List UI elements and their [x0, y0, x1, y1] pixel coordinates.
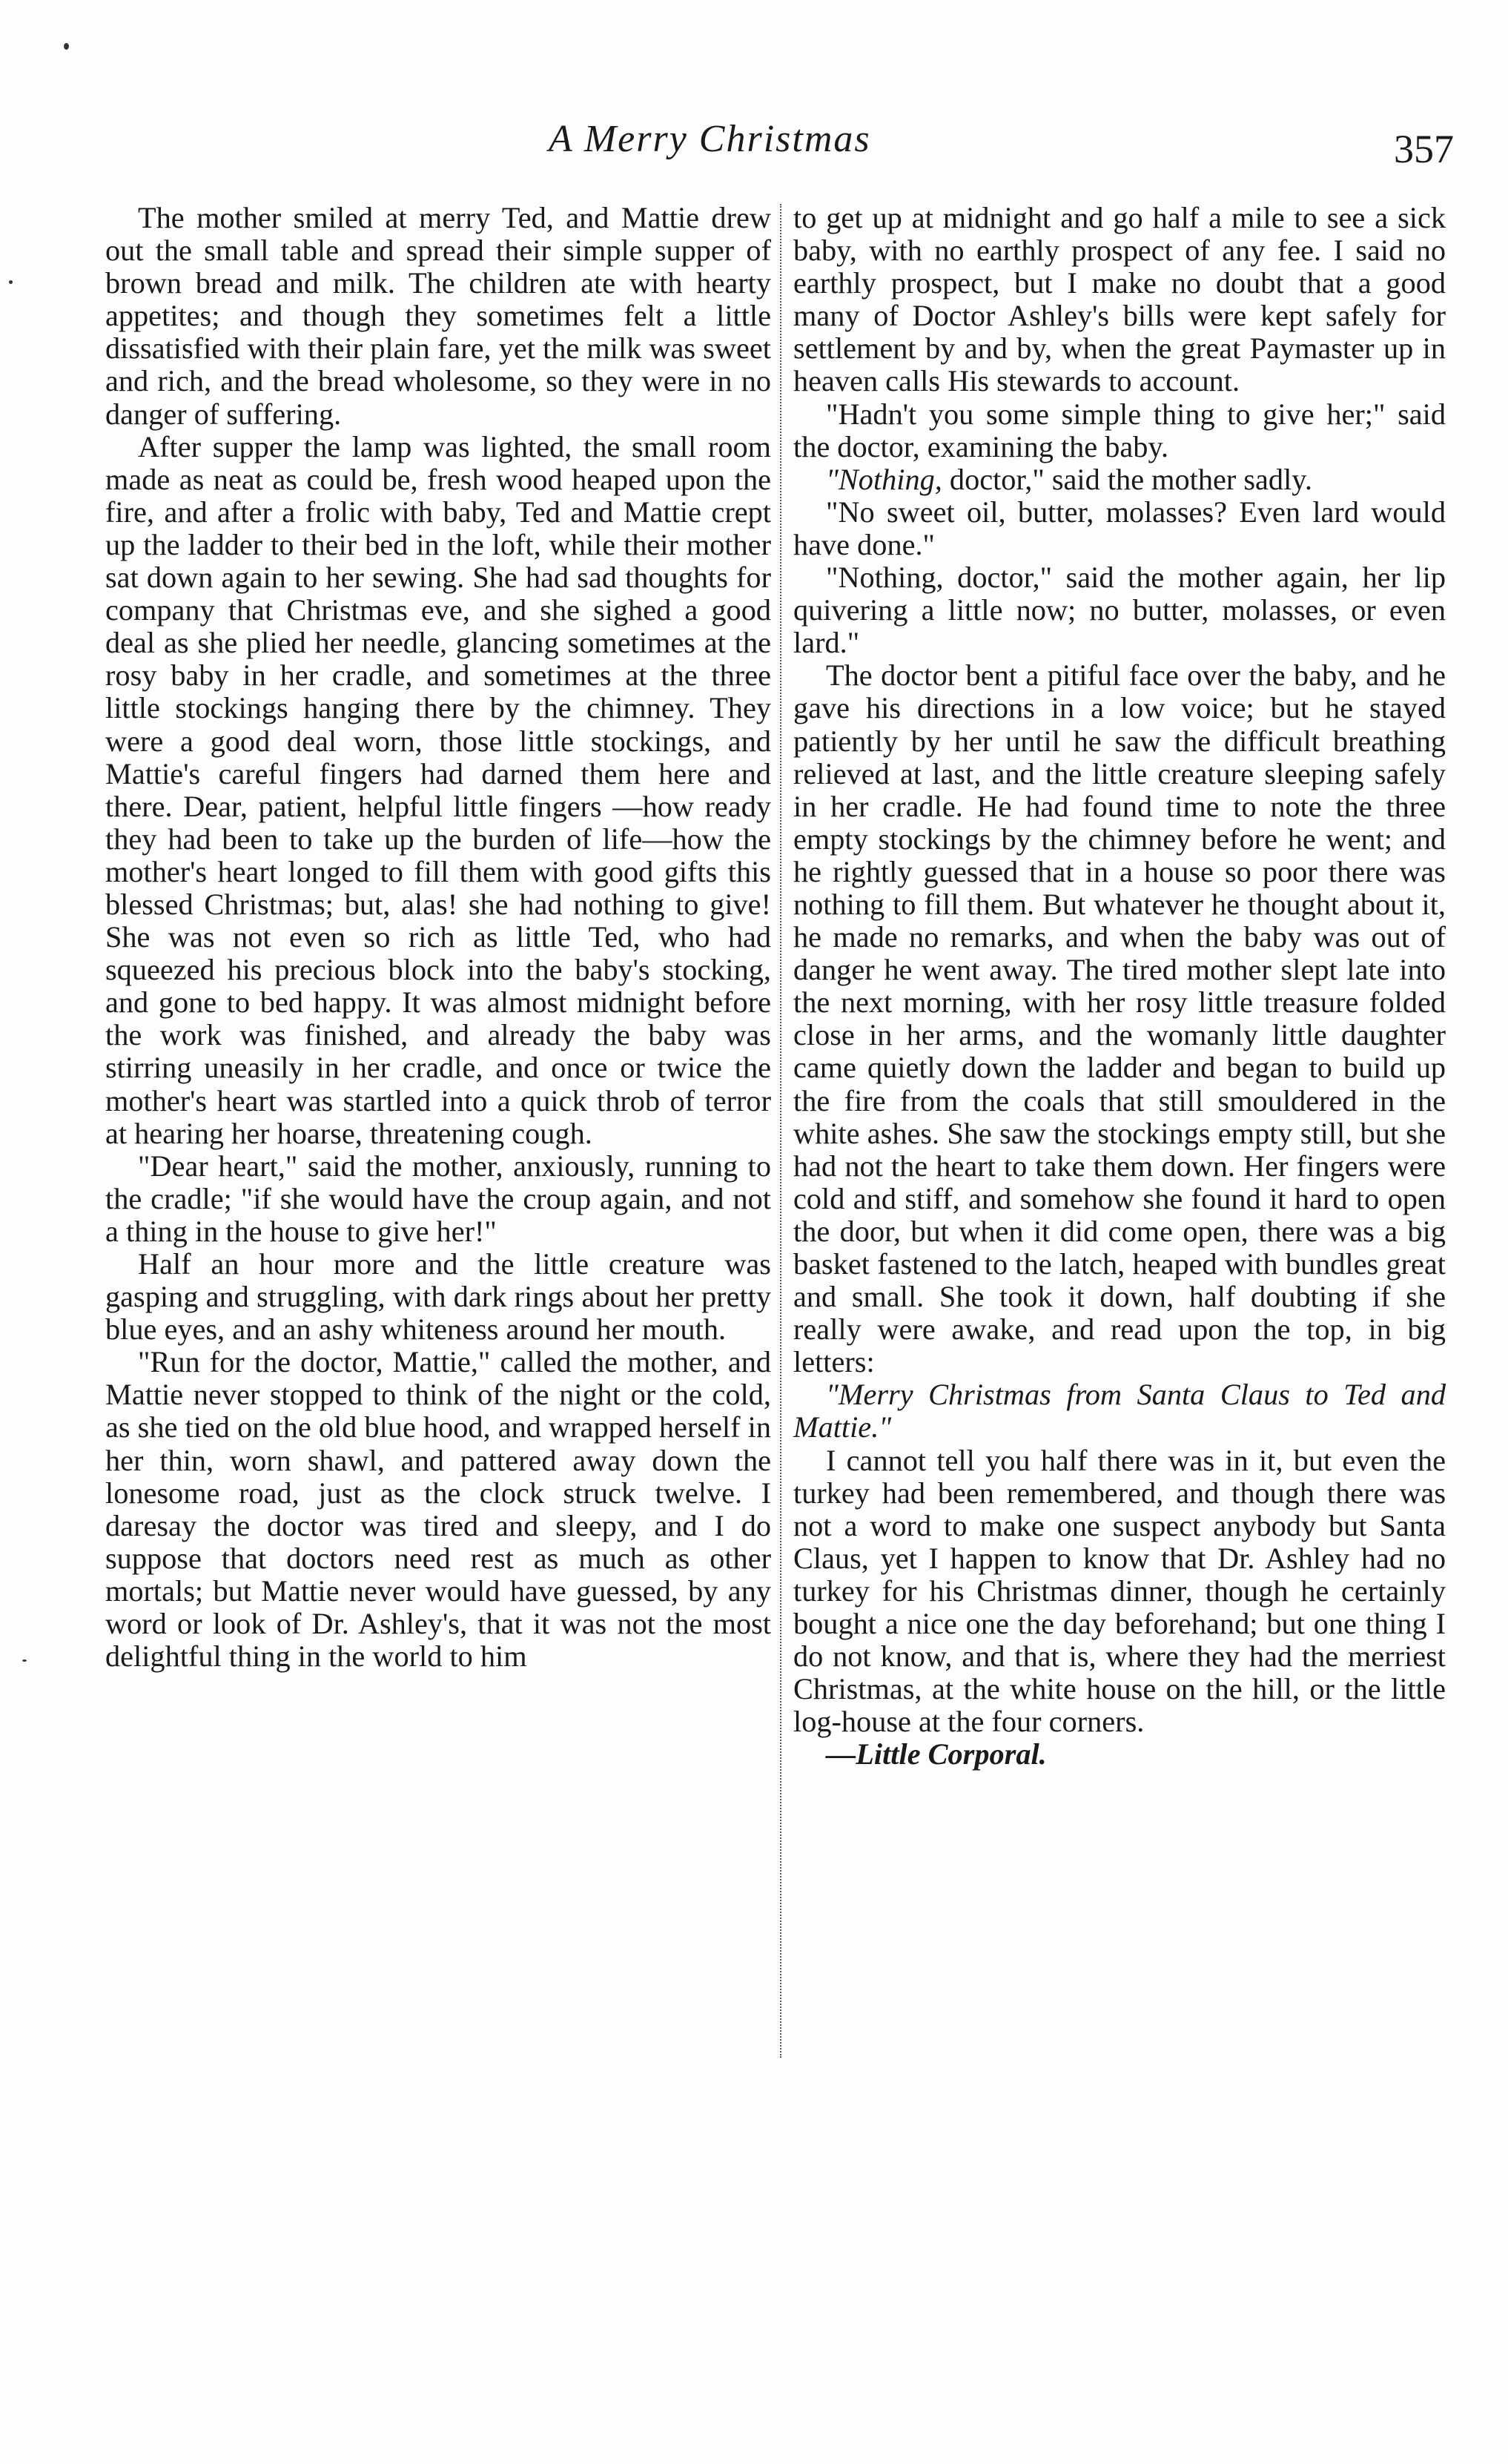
paragraph: "Nothing, doctor," said the mother again, her lip quivering a little now; no butter, molasses, or even lard.": [793, 561, 1446, 660]
column-divider: [780, 204, 781, 2058]
running-title: A Merry Christmas: [549, 118, 871, 160]
paragraph: "No sweet oil, butter, molasses? Even lard would have done.": [793, 495, 1446, 561]
paragraph: After supper the lamp was lighted, the small room made as neat as could be, fresh wood heaped upon the fire, and after a frolic with baby, Ted and Mattie crept up the ladder to their bed in the loft, while their mother sat down again to her sewing. She had sad thoughts for company that Christmas eve, and she sighed a good deal as she plied her needle, glancing sometimes at the rosy baby in her cradle, and sometimes at the three little stockings hanging there by the chimney. They were a good deal worn, those little stockings, and Mattie's careful fingers had darned them here and there. Dear, patient, helpful little fingers —how ready they had been to take up the burden of life—how the mother's heart longed to fill them with good gifts this blessed Christmas; but, alas! she had nothing to give! She was not even so rich as little Ted, who had squeezed his precious block into the baby's stocking, and gone to bed happy. It was almost midnight before the work was finished, and already the baby was stirring uneasily in her cradle, and once or twice the mother's heart was startled into a quick throb of terror at hearing her hoarse, threatening cough.: [105, 429, 771, 1150]
paragraph-text: doctor," said the mother sadly.: [942, 462, 1312, 496]
paragraph: The doctor bent a pitiful face over the baby, and he gave his directions in a low voice; but he stayed patiently by her until he saw the difficult breathing relieved at last, and the little creature sleeping safely in her cradle. He had found time to note the three empty stockings by the chimney before he went; and he rightly guessed that in a house so poor there was nothing to fill them. But whatever he thought about it, he made no remarks, and when the baby was out of danger he went away. The tired mother slept late into the next morning, with her rosy little treasure folded close in her arms, and the womanly little daughter came quietly down the ladder and began to build up the fire from the coals that still smouldered in the white ashes. She saw the stockings empty still, but she had not the heart to take them down. Her fingers were cold and stiff, and somehow she found it hard to open the door, but when it did come open, there was a big basket fastened to the latch, heaped with bundles great and small. She took it down, half doubting if she really were awake, and read upon the top, in big letters:: [793, 658, 1446, 1379]
paragraph: I cannot tell you half there was in it, but even the turkey had been remembered, and though there was not a word to make one suspect anybody but Santa Claus, yet I happen to know that Dr. Ashley had no turkey for his Christmas dinner, though he certainly bought a nice one the day beforehand; but one thing I do not know, and that is, where they had the merriest Christmas, at the white house on the hill, or the little log-house at the four corners.: [793, 1443, 1446, 1739]
paragraph: "Dear heart," said the mother, anxiously, running to the cradle; "if she would have the croup again, and not a thing in the house to give her!": [105, 1149, 771, 1248]
paragraph: The mother smiled at merry Ted, and Mattie drew out the small table and spread their simple supper of brown bread and milk. The children ate with hearty appetites; and though they sometimes felt a little dissatisfied with their plain fare, yet the milk was sweet and rich, and the bread wholesome, so they were in no danger of suffering.: [105, 201, 771, 431]
print-speck: [9, 280, 13, 284]
emphasis: "Nothing,: [826, 462, 942, 496]
print-speck: [64, 43, 69, 50]
paragraph: "Hadn't you some simple thing to give her;" said the doctor, examining the baby.: [793, 397, 1446, 463]
paragraph: "Run for the doctor, Mattie," called the mother, and Mattie never stopped to think of the night or the cold, as she tied on the old blue hood, and wrapped herself in her thin, worn shawl, and pattered away down the lonesome road, just as the clock struck twelve. I daresay the doctor was tired and sleepy, and I do suppose that doctors need rest as much as other mortals; but Mattie never would have guessed, by any word or look of Dr. Ashley's, that it was not the most delightful thing in the world to him: [105, 1345, 771, 1674]
page-number: 357: [1394, 127, 1454, 171]
basket-message: "Merry Christmas from Santa Claus to Ted and Mattie.": [793, 1378, 1446, 1444]
paragraph-continued: to get up at midnight and go half a mile to see a sick baby, with no earthly prospect of any fee. I said no earthly prospect, but I make no doubt that a good many of Doctor Ashley's bills were kept safely for settlement by and by, when the great Paymaster up in heaven calls His stewards to account.: [793, 201, 1446, 398]
print-speck: [22, 1659, 27, 1662]
paragraph: [793, 463, 1446, 496]
paragraph: Half an hour more and the little creature was gasping and struggling, with dark rings about her pretty blue eyes, and an ashy whiteness around her mouth.: [105, 1247, 771, 1347]
left-column: [105, 202, 771, 1673]
source-credit: —Little Corporal.: [826, 1737, 1047, 1771]
right-column: [793, 202, 1446, 1771]
